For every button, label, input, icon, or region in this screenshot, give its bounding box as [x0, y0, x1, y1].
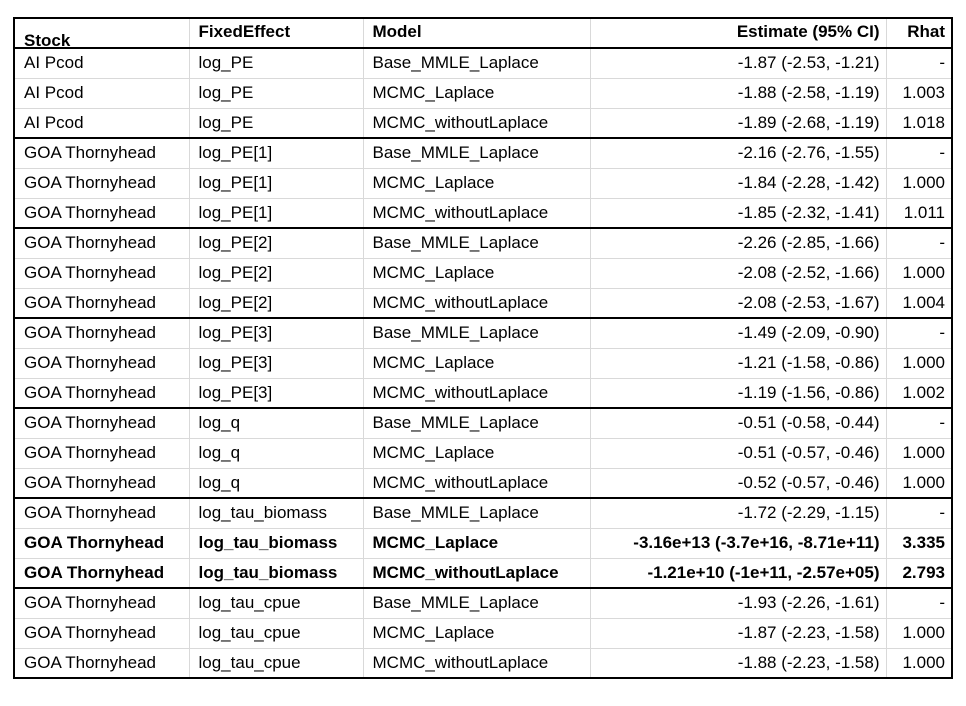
cell-fixed-effect: log_PE[2]: [189, 288, 363, 318]
cell-stock: GOA Thornyhead: [14, 558, 189, 588]
cell-stock: GOA Thornyhead: [14, 258, 189, 288]
cell-model: Base_MMLE_Laplace: [363, 498, 590, 528]
table-row: [14, 558, 952, 588]
header-fixed-effect: [189, 18, 363, 48]
cell-stock: AI Pcod: [14, 48, 189, 78]
cell-estimate: -1.84 (-2.28, -1.42): [590, 168, 886, 198]
cell-rhat: -: [886, 318, 952, 348]
cell-fixed-effect: log_PE: [189, 108, 363, 138]
cell-stock: GOA Thornyhead: [14, 648, 189, 678]
table-row: [14, 78, 952, 108]
cell-fixed-effect: log_tau_cpue: [189, 618, 363, 648]
cell-estimate: -1.93 (-2.26, -1.61): [590, 588, 886, 618]
cell-model: Base_MMLE_Laplace: [363, 48, 590, 78]
cell-rhat: 1.000: [886, 258, 952, 288]
table-row: [14, 198, 952, 228]
header-stock-label: Stock: [24, 31, 71, 48]
cell-stock: AI Pcod: [14, 108, 189, 138]
cell-estimate: -1.49 (-2.09, -0.90): [590, 318, 886, 348]
table-row: [14, 468, 952, 498]
cell-fixed-effect: log_PE[1]: [189, 198, 363, 228]
cell-fixed-effect: log_q: [189, 408, 363, 438]
cell-rhat: -: [886, 138, 952, 168]
table-row: [14, 228, 952, 258]
results-table-container: [13, 17, 951, 679]
cell-estimate: -1.87 (-2.23, -1.58): [590, 618, 886, 648]
cell-rhat: 1.000: [886, 468, 952, 498]
table-row: [14, 288, 952, 318]
cell-model: Base_MMLE_Laplace: [363, 318, 590, 348]
cell-fixed-effect: log_tau_cpue: [189, 588, 363, 618]
cell-stock: GOA Thornyhead: [14, 408, 189, 438]
cell-model: MCMC_withoutLaplace: [363, 648, 590, 678]
cell-fixed-effect: log_q: [189, 438, 363, 468]
cell-estimate: -2.26 (-2.85, -1.66): [590, 228, 886, 258]
table-row: [14, 258, 952, 288]
cell-estimate: -1.21e+10 (-1e+11, -2.57e+05): [590, 558, 886, 588]
table-row: [14, 348, 952, 378]
cell-model: Base_MMLE_Laplace: [363, 228, 590, 258]
cell-rhat: 2.793: [886, 558, 952, 588]
results-table: [13, 17, 953, 679]
cell-fixed-effect: log_PE[3]: [189, 348, 363, 378]
table-row: [14, 498, 952, 528]
cell-estimate: -3.16e+13 (-3.7e+16, -8.71e+11): [590, 528, 886, 558]
cell-stock: GOA Thornyhead: [14, 528, 189, 558]
cell-rhat: 1.018: [886, 108, 952, 138]
cell-stock: GOA Thornyhead: [14, 138, 189, 168]
table-row: [14, 48, 952, 78]
cell-fixed-effect: log_PE[3]: [189, 378, 363, 408]
header-estimate: [590, 18, 886, 48]
cell-model: MCMC_Laplace: [363, 168, 590, 198]
cell-stock: GOA Thornyhead: [14, 438, 189, 468]
cell-rhat: 1.000: [886, 648, 952, 678]
cell-rhat: 1.000: [886, 348, 952, 378]
cell-model: Base_MMLE_Laplace: [363, 588, 590, 618]
table-row: [14, 378, 952, 408]
cell-rhat: 1.003: [886, 78, 952, 108]
header-rhat: [886, 18, 952, 48]
cell-fixed-effect: log_PE[3]: [189, 318, 363, 348]
cell-rhat: -: [886, 588, 952, 618]
cell-estimate: -0.52 (-0.57, -0.46): [590, 468, 886, 498]
cell-estimate: -1.88 (-2.58, -1.19): [590, 78, 886, 108]
cell-stock: GOA Thornyhead: [14, 288, 189, 318]
cell-estimate: -1.21 (-1.58, -0.86): [590, 348, 886, 378]
cell-rhat: 3.335: [886, 528, 952, 558]
table-row: [14, 108, 952, 138]
cell-model: MCMC_Laplace: [363, 528, 590, 558]
header-fixed-effect-label: FixedEffect: [198, 22, 291, 41]
cell-rhat: -: [886, 498, 952, 528]
cell-stock: GOA Thornyhead: [14, 318, 189, 348]
cell-model: MCMC_Laplace: [363, 348, 590, 378]
cell-stock: GOA Thornyhead: [14, 468, 189, 498]
header-model-label: Model: [372, 22, 422, 41]
table-row: [14, 528, 952, 558]
cell-estimate: -1.19 (-1.56, -0.86): [590, 378, 886, 408]
table-row: [14, 588, 952, 618]
cell-model: MCMC_withoutLaplace: [363, 558, 590, 588]
cell-model: MCMC_withoutLaplace: [363, 378, 590, 408]
cell-rhat: -: [886, 48, 952, 78]
table-row: [14, 618, 952, 648]
cell-rhat: 1.000: [886, 438, 952, 468]
header-model: [363, 18, 590, 48]
cell-stock: GOA Thornyhead: [14, 588, 189, 618]
cell-model: MCMC_Laplace: [363, 78, 590, 108]
cell-fixed-effect: log_PE[2]: [189, 228, 363, 258]
cell-fixed-effect: log_PE[2]: [189, 258, 363, 288]
cell-fixed-effect: log_PE: [189, 48, 363, 78]
cell-estimate: -1.85 (-2.32, -1.41): [590, 198, 886, 228]
table-row: [14, 408, 952, 438]
cell-estimate: -1.87 (-2.53, -1.21): [590, 48, 886, 78]
cell-fixed-effect: log_tau_biomass: [189, 498, 363, 528]
cell-estimate: -1.89 (-2.68, -1.19): [590, 108, 886, 138]
cell-fixed-effect: log_PE[1]: [189, 138, 363, 168]
cell-stock: GOA Thornyhead: [14, 228, 189, 258]
table-row: [14, 138, 952, 168]
cell-estimate: -2.08 (-2.53, -1.67): [590, 288, 886, 318]
header-estimate-label: Estimate (95% CI): [736, 22, 880, 41]
cell-estimate: -0.51 (-0.58, -0.44): [590, 408, 886, 438]
cell-estimate: -1.88 (-2.23, -1.58): [590, 648, 886, 678]
cell-model: MCMC_withoutLaplace: [363, 108, 590, 138]
header-rhat-label: Rhat: [907, 22, 945, 41]
cell-model: MCMC_Laplace: [363, 618, 590, 648]
cell-rhat: -: [886, 228, 952, 258]
cell-model: MCMC_withoutLaplace: [363, 288, 590, 318]
cell-estimate: -0.51 (-0.57, -0.46): [590, 438, 886, 468]
cell-estimate: -2.08 (-2.52, -1.66): [590, 258, 886, 288]
table-row: [14, 318, 952, 348]
cell-rhat: 1.002: [886, 378, 952, 408]
cell-fixed-effect: log_PE: [189, 78, 363, 108]
cell-stock: GOA Thornyhead: [14, 498, 189, 528]
cell-model: MCMC_Laplace: [363, 438, 590, 468]
table-row: [14, 168, 952, 198]
cell-model: MCMC_Laplace: [363, 258, 590, 288]
cell-fixed-effect: log_tau_biomass: [189, 528, 363, 558]
table-row: [14, 648, 952, 678]
cell-model: Base_MMLE_Laplace: [363, 138, 590, 168]
cell-fixed-effect: log_tau_cpue: [189, 648, 363, 678]
cell-model: Base_MMLE_Laplace: [363, 408, 590, 438]
cell-estimate: -1.72 (-2.29, -1.15): [590, 498, 886, 528]
table-body: [14, 48, 952, 678]
cell-stock: AI Pcod: [14, 78, 189, 108]
cell-rhat: 1.000: [886, 168, 952, 198]
cell-rhat: 1.000: [886, 618, 952, 648]
cell-estimate: -2.16 (-2.76, -1.55): [590, 138, 886, 168]
cell-model: MCMC_withoutLaplace: [363, 198, 590, 228]
cell-fixed-effect: log_PE[1]: [189, 168, 363, 198]
cell-stock: GOA Thornyhead: [14, 168, 189, 198]
cell-model: MCMC_withoutLaplace: [363, 468, 590, 498]
cell-stock: GOA Thornyhead: [14, 198, 189, 228]
cell-fixed-effect: log_tau_biomass: [189, 558, 363, 588]
cell-stock: GOA Thornyhead: [14, 618, 189, 648]
cell-rhat: -: [886, 408, 952, 438]
cell-rhat: 1.011: [886, 198, 952, 228]
header-stock: [14, 18, 189, 48]
cell-fixed-effect: log_q: [189, 468, 363, 498]
cell-stock: GOA Thornyhead: [14, 378, 189, 408]
header-row: [14, 18, 952, 48]
table-row: [14, 438, 952, 468]
cell-rhat: 1.004: [886, 288, 952, 318]
cell-stock: GOA Thornyhead: [14, 348, 189, 378]
